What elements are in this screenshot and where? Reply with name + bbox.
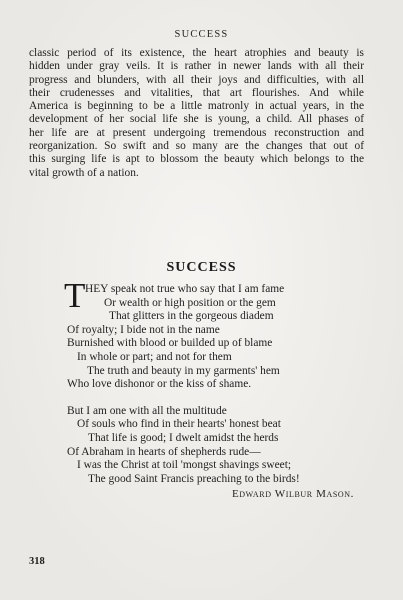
prose-line: progress and blunders, with all their joys and difficulties, with all <box>29 73 364 86</box>
poem-line: Of Abraham in hearts of shepherds rude— <box>67 445 261 458</box>
poem <box>64 276 367 486</box>
poem-line: Of royalty; I bide not in the name <box>67 323 220 336</box>
poem-author: Edward Wilbur Mason. <box>231 488 354 500</box>
prose-line: this surging life is apt to blossom the beauty which belongs to the <box>29 153 364 166</box>
poem-line: HEY speak not true who say that I am fame <box>85 283 285 295</box>
poem-line: I was the Christ at toil 'mongst shavings sweet; <box>77 459 292 472</box>
prose-line: vital growth of a nation. <box>29 166 139 179</box>
poem-line: But I am one with all the multitude <box>67 404 227 417</box>
prose-paragraph <box>29 47 364 180</box>
prose-line: her life are at present undergoing tremendous reconstruction and <box>29 126 364 139</box>
poem-line: The truth and beauty in my garments' hem <box>87 364 280 377</box>
poem-title: SUCCESS <box>166 260 237 275</box>
poem-line: Burnished with blood or builded up of blame <box>67 337 273 350</box>
poem-line: Who love dishonor or the kiss of shame. <box>67 378 252 391</box>
prose-line: hidden under gray veils. It is rather in newer lands with all their <box>29 60 364 73</box>
poem-line: In whole or part; and not for them <box>77 350 232 363</box>
running-head: SUCCESS <box>174 29 229 40</box>
poem-line: That life is good; I dwelt amidst the herds <box>88 431 279 444</box>
poem-stanza-2 <box>67 405 367 487</box>
poem-line: That glitters in the gorgeous diadem <box>109 310 274 323</box>
prose-line: reorganization. So swift and so many are the changes that out of <box>29 140 364 153</box>
poem-line: Of souls who find in their hearts' honest beat <box>77 418 281 431</box>
prose-line: America is beginning to be a little matronly in actual years, in the <box>29 100 364 113</box>
prose-line: development of her social life she is young, a child. All phases of <box>29 113 364 126</box>
prose-line: classic period of its existence, the heart atrophies and beauty is <box>29 47 364 59</box>
poem-line: Or wealth or high position or the gem <box>104 296 276 309</box>
drop-cap: T <box>64 276 86 315</box>
poem-line: The good Saint Francis preaching to the birds! <box>88 472 300 485</box>
page-number: 318 <box>29 556 45 567</box>
prose-line: their crudenesses and vitalities, that art flourishes. And while <box>29 86 364 99</box>
poem-stanza-1 <box>64 276 367 392</box>
